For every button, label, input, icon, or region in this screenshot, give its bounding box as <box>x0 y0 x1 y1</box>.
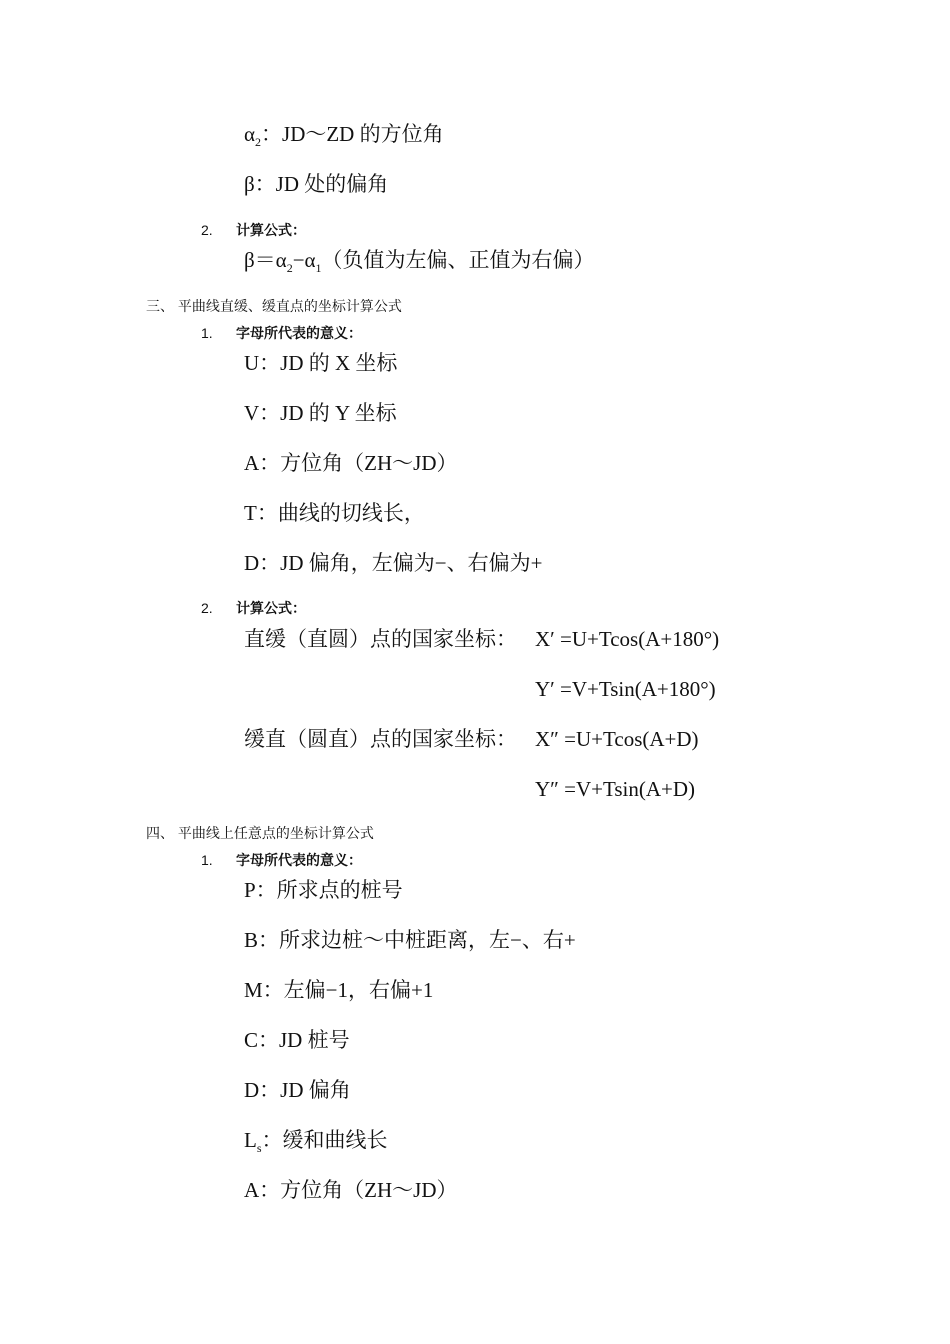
beta-formula-sub2: 2 <box>286 261 293 275</box>
zh-y-formula: Y′ =V+Tsin(A+180°) <box>535 677 716 701</box>
def-item: T：曲线的切线长， <box>244 501 425 525</box>
list-number: 2. <box>201 600 213 616</box>
beta-formula <box>244 248 595 275</box>
zh-x-formula: X′ =U+Tcos(A+180°) <box>535 627 720 651</box>
def-alpha2-text: ：JD～ZD 的方位角 <box>261 122 444 146</box>
list-number: 1. <box>201 325 213 341</box>
list-number: 2. <box>201 222 213 238</box>
def-item: U：JD 的 X 坐标 <box>244 351 398 375</box>
hz-point-label: 缓直（圆直）点的国家坐标： <box>244 727 517 751</box>
alpha-subscript: 2 <box>255 135 262 149</box>
def-item: V：JD 的 Y 坐标 <box>244 401 397 425</box>
def-beta: β：JD 处的偏角 <box>244 172 389 196</box>
section-heading-4: 四、 平曲线上任意点的坐标计算公式 <box>146 825 374 841</box>
formula-heading: 计算公式： <box>236 222 306 238</box>
beta-formula-sub1: 1 <box>315 261 322 275</box>
def-item: C：JD 桩号 <box>244 1028 350 1052</box>
section-heading-3: 三、 平曲线直缓、缓直点的坐标计算公式 <box>146 298 402 314</box>
def-item: B：所求边桩～中桩距离，左−、右+ <box>244 928 576 952</box>
beta-formula-lhs: β＝α <box>244 248 287 272</box>
meaning-heading: 字母所代表的意义： <box>236 325 362 341</box>
def-ls <box>244 1128 388 1155</box>
zh-point-label: 直缓（直圆）点的国家坐标： <box>244 627 517 651</box>
alpha-symbol: α <box>244 122 256 146</box>
beta-formula-mid: −α <box>292 248 316 272</box>
def-item: A：方位角（ZH～JD） <box>244 451 458 475</box>
hz-x-formula: X″ =U+Tcos(A+D) <box>535 727 699 751</box>
def-item: M：左偏−1，右偏+1 <box>244 978 434 1002</box>
ls-subscript: s <box>256 1141 262 1155</box>
meaning-heading: 字母所代表的意义： <box>236 852 362 868</box>
def-item: D：JD 偏角，左偏为−、右偏为+ <box>244 551 543 575</box>
ls-symbol: L <box>244 1128 257 1152</box>
def-alpha2 <box>244 122 444 149</box>
def-item: D：JD 偏角 <box>244 1078 351 1102</box>
def-ls-text: ：缓和曲线长 <box>261 1128 388 1152</box>
formula-heading: 计算公式： <box>236 600 306 616</box>
list-number: 1. <box>201 852 213 868</box>
def-item: P：所求点的桩号 <box>244 878 403 902</box>
hz-y-formula: Y″ =V+Tsin(A+D) <box>535 777 696 801</box>
def-item: A：方位角（ZH～JD） <box>244 1178 458 1202</box>
beta-formula-note: （负值为左偏、正值为右偏） <box>321 248 595 272</box>
